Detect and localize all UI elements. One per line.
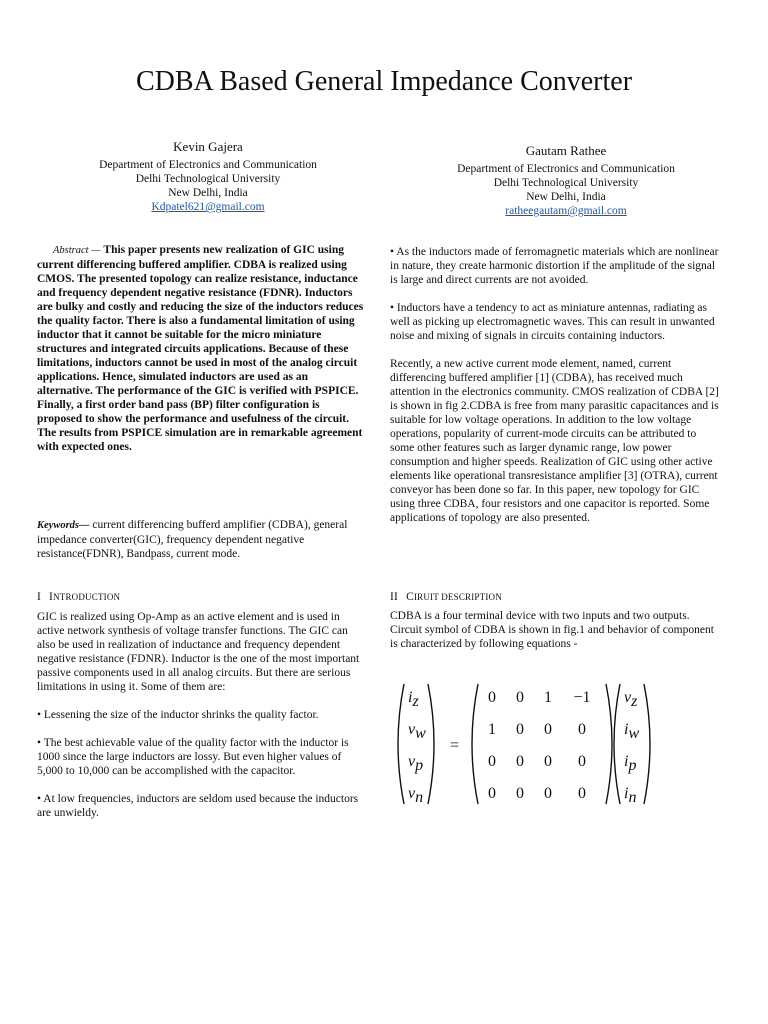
paragraph: Recently, a new active current mode element, named, current differencing buffered amplifier [1] (CDBA), has received much attention in the electronics community. CMOS realization of CDBA [2] is shown in fig 2.CDBA is free from many parasitic capacitances and is suitable for low voltage operations. In addition to the low voltage operations, popularity of current-mode circuits can be attributed to some other features such as larger dynamic range, low power consumption and higher speeds. Realization of GIC using other active elements like operational transresistance amplifier [3] (OTRA), current conveyor has been done so far. In this paper, new topology for GIC using three CDBA, four resistors and one capacitor is reported. Some applications of topology are also presented. — [390, 358, 719, 524]
author-email-link[interactable]: Kdpatel621@gmail.com — [151, 201, 265, 213]
abstract-text: This paper presents new realization of GIC using current differencing buffered amplifier. CDBA is realized using CMOS. The presented topology can realize resistance, inductance and frequency dependent negative resistance (FDNR). Inductors are bulky and costly and reducing the size of the inductors reduces the quality factor. There is also a fundamental limitation of using inductor that it cannot be suitable for the micro miniature structures and integrated circuits applications. Because of these limitations, inductors cannot be used in most of the analog circuit applications. Hence, simulated inductors are used as an alternative. The performance of the GIC is verified with PSPICE. Finally, a first order band pass (BP) filter configuration is proposed to show the performance and usefulness of the circuit. The results from PSPICE simulation are in remarkable agreement with expected ones. — [37, 244, 364, 453]
section-heading-introduction — [37, 590, 120, 604]
abstract-label: Abstract — — [53, 245, 101, 256]
left-paren — [472, 684, 478, 804]
matrix-entry: 1 — [544, 689, 552, 706]
section-title-rest: IRUIT DESCRIPTION — [413, 592, 502, 602]
lhs-vector-entry: vw — [408, 721, 426, 742]
matrix-entry: 1 — [488, 721, 496, 738]
introduction-body — [37, 610, 365, 834]
bullet-item: • As the inductors made of ferromagnetic materials which are nonlinear in nature, they create harmonic distortion if the amplitude of the signal is large and direct currents are not avoided. — [390, 246, 719, 286]
circuit-description-body — [390, 609, 723, 651]
lhs-vector-entry: vn — [408, 785, 424, 806]
matrix-entry: 0 — [544, 753, 552, 770]
matrix-entry: −1 — [573, 689, 591, 706]
author-department: Department of Electronics and Communication — [99, 159, 317, 171]
paragraph: GIC is realized using Op-Amp as an active element and is used in active network synthesis of voltage transfer functions. The GIC can also be used in realization of inductance and frequency dependent negative resistance (FDNR). Inductor is the one of the most important passive components used in all analog circuits. But there are serious limitations in using it. Some of them are: — [37, 611, 360, 693]
author-name: Gautam Rathee — [525, 143, 607, 158]
rhs-vector-entry: in — [624, 785, 637, 806]
abstract — [37, 243, 365, 454]
right-paren — [644, 684, 650, 804]
equals-sign: = — [450, 737, 460, 754]
right-paren — [428, 684, 434, 804]
matrix-entry: 0 — [488, 689, 496, 706]
author-university: Delhi Technological University — [493, 177, 639, 189]
equation-graphic — [392, 680, 732, 808]
keywords — [37, 518, 365, 561]
author-block-1 — [60, 138, 356, 214]
matrix-entry: 0 — [488, 753, 496, 770]
section-heading-circuit-description — [390, 590, 502, 604]
author-email-link[interactable]: ratheegautam@gmail.com — [505, 205, 627, 217]
rhs-vector-entry: vz — [624, 689, 638, 710]
author-university: Delhi Technological University — [135, 173, 281, 185]
matrix-entry: 0 — [578, 721, 586, 738]
author-name: Kevin Gajera — [173, 139, 243, 154]
bullet-item: • At low frequencies, inductors are seldom used because the inductors are unwieldy. — [37, 793, 359, 819]
section-title-initial: I — [49, 591, 54, 603]
matrix-entry: 0 — [516, 785, 524, 802]
bullet-item: • Lessening the size of the inductor shrinks the quality factor. — [37, 709, 319, 721]
cdba-matrix-equation — [392, 680, 732, 808]
keywords-text: current differencing bufferd amplifier (CDBA), general impedance converter(GIC), frequency dependent negative resistance(FDNR), Bandpass, current mode. — [37, 519, 348, 560]
author-location: New Delhi, India — [526, 191, 606, 203]
keywords-label: Keywords— — [37, 520, 90, 531]
matrix-entry: 0 — [578, 785, 586, 802]
left-paren — [614, 684, 620, 804]
rhs-vector-entry: iw — [624, 721, 640, 742]
matrix-entry: 0 — [516, 753, 524, 770]
author-location: New Delhi, India — [168, 187, 248, 199]
right-paren — [606, 684, 612, 804]
section-title-initial: C — [406, 591, 414, 603]
author-department: Department of Electronics and Communication — [457, 163, 675, 175]
section-number: I — [37, 591, 42, 603]
section-title-rest: NTRODUCTION — [53, 592, 121, 602]
left-paren — [398, 684, 404, 804]
matrix-entry: 0 — [516, 689, 524, 706]
lhs-vector-entry: iz — [408, 689, 419, 710]
matrix-entry: 0 — [544, 721, 552, 738]
paper-title: CDBA Based General Impedance Converter — [135, 66, 633, 97]
author-block-2 — [420, 142, 712, 218]
matrix-entry: 0 — [488, 785, 496, 802]
matrix-entry: 0 — [544, 785, 552, 802]
matrix-entry: 0 — [578, 753, 586, 770]
paragraph: CDBA is a four terminal device with two inputs and two outputs. Circuit symbol of CDBA is shown in fig.1 and behavior of component is characterized by following equations - — [390, 610, 714, 650]
lhs-vector-entry: vp — [408, 753, 424, 774]
right-column-body — [390, 245, 723, 539]
bullet-item: • The best achievable value of the quality factor with the inductor is 1000 since the large inductors are lossy. But even higher values of 5,000 to 10,000 can be accomplished with the capacitor. — [37, 737, 349, 777]
rhs-vector-entry: ip — [624, 753, 637, 774]
bullet-item: • Inductors have a tendency to act as miniature antennas, radiating as well as picking up electromagnetic waves. This can result in unwanted noise and mixing of signals in circuits containing inductors. — [390, 302, 715, 342]
section-number: II — [390, 591, 399, 603]
matrix-entry: 0 — [516, 721, 524, 738]
